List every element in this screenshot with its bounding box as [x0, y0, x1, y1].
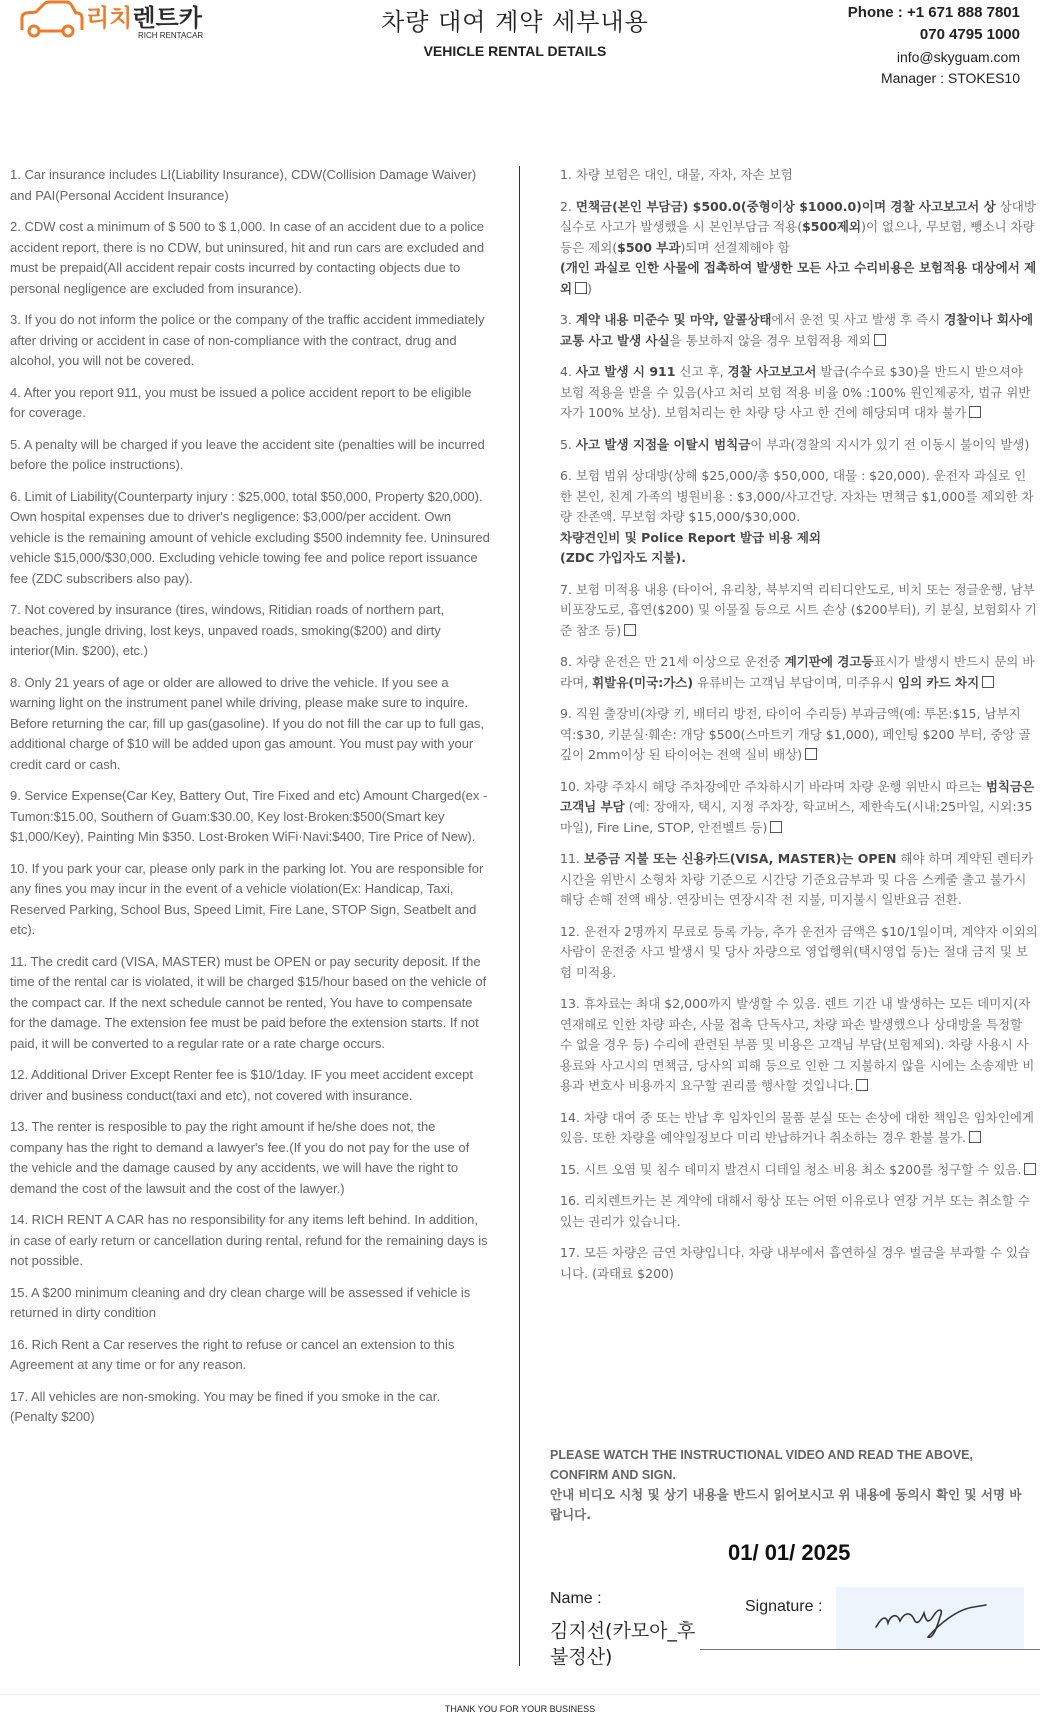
title-korean: 차량 대여 계약 세부내용	[381, 8, 649, 36]
term-en-4: 4. After you report 911, you must be issued a police accident report to be eligible for coverage.	[10, 384, 472, 420]
term-ko-14: 14. 차량 대여 중 또는 반납 후 임차인의 물품 분실 또는 손상에 대한 책임은 임차인에게 있음. 또한 차량을 예약일정보다 미리 반납하거나 취소하는 경우 환불 불가.	[560, 1109, 1034, 1145]
term-en-11: 11. The credit card (VISA, MASTER) must be OPEN or pay security deposit. If the time of the rental car is violated, it will be charged $15/hour based on the vehicle of the compact car. If the next schedule cannot be rented, You have to compensate for the damage. The extension fee must be paid before the extension starts. If not paid, it will be converted to a regular rate or a rate charge occurs.	[10, 953, 487, 1051]
signature-line	[700, 1649, 1040, 1650]
confirmation-notice	[550, 1445, 1030, 1525]
title-english: VEHICLE RENTAL DETAILS	[423, 43, 607, 59]
terms-korean	[560, 165, 1038, 1295]
term-ko-2: 2. 면책금(본인 부담금) $500.0(중형이상 $1000.0)이며 경찰 사고보고서 상 상대방 실수로 사고가 발생했을 시 본인부담금 적용($500제외)이 없으나, 무보험, 뺑소니 차량 등은 제외($500 부과)되며 선결제해야 함 (개인 과실로 인한 사물에 접촉하여 발생한 모든 사고 수리비용은 보험적용 대상에서 제외 )	[560, 198, 1037, 296]
checkbox-term-9[interactable]	[805, 748, 817, 760]
name-value: 김지선(카모아_후불정산)	[550, 1620, 696, 1668]
term-en-9: 9. Service Expense(Car Key, Battery Out, Tire Fixed and etc) Amount Charged(ex -Tumon:$15.00, Southern of Guam:$30.00, Key lost·Broken:$500(Smart key $1,000/Key), Painting Min $350. Lost·Broken WiFi·Navi:$400, Tire Price of New).	[10, 788, 488, 844]
term-ko-5: 5. 사고 발생 지점을 이탈시 범칙금이 부과(경찰의 지시가 있기 전 이동시 불이익 발생)	[560, 436, 1030, 452]
email-address: info@skyguam.com	[896, 49, 1020, 65]
checkbox-term-14[interactable]	[969, 1131, 981, 1143]
column-divider	[519, 166, 520, 1666]
notice-korean: 안내 비디오 시청 및 상기 내용을 반드시 읽어보시고 위 내용에 동의시 확인 및 서명 바랍니다.	[550, 1487, 1022, 1522]
logo-text-dark: 렌트카	[132, 4, 202, 32]
footer-divider	[0, 1694, 1040, 1695]
term-ko-11: 11. 보증금 지불 또는 신용카드(VISA, MASTER)는 OPEN 해야 하며 계약된 렌터카 시간을 위반시 소형차 차량 기준으로 시간당 기준요금부과 및 다음 스케줄 출고 불가시 해당 손해 전액 배상. 연장비는 연장시작 전 지불, 미지불시 일반요금 전환.	[560, 851, 1034, 907]
term-en-7: 7. Not covered by insurance (tires, windows, Ritidian roads of northern part, beaches, jungle driving, lost keys, unpaved roads, smoking($200) and dirty interior(Min. $200), etc.)	[10, 602, 445, 658]
term-ko-12: 12. 운전자 2명까지 무료로 등록 가능, 추가 운전자 금액은 $10/1일이며, 계약자 이외의 사람이 운전중 사고 발생시 및 당사 차량으로 영업행위(택시영업 등)는 절대 금지 및 보험 미적용.	[560, 923, 1038, 980]
term-en-14: 14. RICH RENT A CAR has no responsibility for any items left behind. In addition, in case of early return or cancellation during rental, refund for the remaining days is not possible.	[10, 1212, 488, 1268]
term-ko-9: 9. 직원 출장비(차량 키, 배터리 방전, 타이어 수리등) 부과금액(예: 투몬:$15, 남부지역:$30, 키분실·훼손: 개당 $500(스마트키 개당 $1,000), 페인팅 $200 부터, 중앙 골 깊이 2mm이상 된 타이어는 전액 실비 배상)	[560, 706, 1031, 762]
name-label: Name :	[550, 1590, 602, 1607]
manager-name: Manager : STOKES10	[880, 70, 1020, 86]
phone-primary: Phone : +1 671 888 7801	[847, 4, 1020, 21]
term-en-15: 15. A $200 minimum cleaning and dry clean charge will be assessed if vehicle is returned in dirty condition	[10, 1284, 471, 1320]
checkbox-term-15[interactable]	[1024, 1163, 1036, 1175]
checkbox-term-7[interactable]	[624, 624, 636, 636]
checkbox-term-10[interactable]	[770, 821, 782, 833]
term-ko-1: 1. 차량 보험은 대인, 대물, 자차, 자손 보험	[560, 167, 793, 182]
term-ko-6: 6. 보험 범위 상대방(상해 $25,000/총 $50,000, 대물 : $20,000). 운전자 과실로 인한 본인, 친계 가족의 병원비용 : $3,000/사고건당. 자차는 면책금 $1,000를 제외한 차량 잔존액. 무보험 차량 $15,000/$30,000. 차량견인비 및 Police Report 발급 비용 제외 (ZDC 가입자도 지불).	[560, 468, 1034, 565]
footer-thanks: THANK YOU FOR YOUR BUSINESS	[444, 1704, 596, 1714]
term-ko-7: 7. 보험 미적용 내용 (타이어, 유리창, 북부지역 리티디안도로, 비치 또는 정글운행, 남부 비포장도로, 흡연($200) 및 이물질 등으로 시트 손상 ($200부터), 키 분실, 보험회사 기준 참조 등)	[560, 581, 1037, 638]
term-ko-13: 13. 휴차료는 최대 $2,000까지 발생할 수 있음. 렌트 기간 내 발생하는 모든 데미지(자연재해로 인한 차량 파손, 사물 접촉 단독사고, 차량 파손 발생했으나 상대방을 특정할 수 없을 경우 등) 수리에 관련된 부품 및 비용은 고객님 부담(보험제외). 차량 사용시 사용료와 사고시의 면책금, 당사의 피해 등으로 인한 그 지불하지 않을 시에는 소송제반 비용과 변호사 비용까지 요구할 권리를 행사할 것입니다.	[560, 996, 1035, 1093]
notice-english: PLEASE WATCH THE INSTRUCTIONAL VIDEO AND READ THE ABOVE, CONFIRM AND SIGN.	[550, 1448, 973, 1482]
term-en-6: 6. Limit of Liability(Counterparty injury : $25,000, total $50,000, Property $20,000). Own hospital expenses due to driver's negligence: $3,000/per accident. Own vehicle is the remaining amount of vehicle excluding $500 indemnity fee. Uninsured vehicle $15,000/$30,000. Excluding vehicle towing fee and police report issuance fee (ZDC subscribers also pay).	[10, 488, 490, 586]
signature-drawing	[836, 1587, 1024, 1649]
term-en-10: 10. If you park your car, please only park in the parking lot. You are responsible for any fines you may incur in the event of a vehicle violation(Ex: Handicap, Taxi, Reserved Parking, School Bus, Speed Limit, Fire Lane, STOP Sign, Seatbelt and etc).	[10, 860, 484, 937]
term-en-17: 17. All vehicles are non-smoking. You may be fined if you smoke in the car. (Penalty $200)	[10, 1388, 440, 1424]
phone-secondary: 070 4795 1000	[919, 26, 1020, 43]
terms-english	[10, 165, 490, 1439]
checkbox-term-8[interactable]	[982, 676, 994, 688]
term-ko-4: 4. 사고 발생 시 911 신고 후, 경찰 사고보고서 발급(수수료 $30)을 반드시 받으셔야 보험 적용을 받을 수 있음(사고 처리 보험 적용 비율 0% :100% 원인제공자, 법규 위반자가 100% 보상). 보험처리는 한 차량 당 사고 한 건에 해당되며 대차 불가	[560, 364, 1031, 420]
term-en-8: 8. Only 21 years of age or older are allowed to drive the vehicle. If you see a warning light on the instrument panel while driving, please make sure to inquire. Before returning the car, fill up gas(gasoline). If you do not fill the car up to full gas, additional charge of $10 will be added upon gas amount. You must pay with your credit card or cash.	[10, 674, 485, 772]
term-en-3: 3. If you do not inform the police or the company of the traffic accident immediately after driving or accident in case of non-compliance with the contract, drug and alcohol, you will not be covered.	[10, 312, 485, 368]
checkbox-term-4[interactable]	[969, 406, 981, 418]
signature-label: Signature :	[745, 1598, 823, 1615]
term-en-1: 1. Car insurance includes LI(Liability Insurance), CDW(Collision Damage Waiver) and PAI(Personal Accident Insurance)	[10, 167, 477, 203]
logo-text-orange: 리치	[86, 4, 133, 32]
contact-info	[848, 2, 1020, 88]
term-en-13: 13. The renter is resposible to pay the right amount if he/she does not, the company has the right to demand a lawyer's fee.(If you do not pay for the use of the vehicle and the damage caused by any accidents, we will have the right to demand the cost of the lawsuit and the cost of the lawyer.)	[10, 1119, 470, 1196]
term-ko-17: 17. 모든 차량은 금연 차량입니다. 차량 내부에서 흡연하실 경우 벌금을 부과할 수 있습니다. (과태료 $200)	[560, 1245, 1031, 1281]
signature-box[interactable]	[836, 1587, 1024, 1649]
term-en-12: 12. Additional Driver Except Renter fee is $10/1day. IF you meet accident except driver and business conduct(taxi and etc), not covered with insurance.	[10, 1067, 473, 1103]
term-en-16: 16. Rich Rent a Car reserves the right to refuse or cancel an extension to this Agreement at any time or for any reason.	[10, 1336, 455, 1372]
term-ko-8: 8. 차량 운전은 만 21세 이상으로 운전중 계기판에 경고등표시가 발생시 반드시 문의 바라며, 휘발유(미국:가스) 유류비는 고객님 부담이며, 미주유시 임의 카드 차지	[560, 654, 1035, 690]
contract-date: 01/ 01/ 2025	[728, 1540, 851, 1565]
logo-subtext: RICH RENTACAR	[138, 31, 204, 40]
term-ko-16: 16. 리치렌트카는 본 계약에 대해서 항상 또는 어떤 이유로나 연장 거부 또는 취소할 수 있는 권리가 있습니다.	[560, 1193, 1031, 1229]
company-logo	[18, 0, 228, 42]
term-ko-3: 3. 계약 내용 미준수 및 마약, 알콜상태에서 운전 및 사고 발생 후 즉시 경찰이나 회사에 교통 사고 발생 사실을 통보하지 않을 경우 보험적용 제외	[560, 312, 1034, 348]
term-ko-15: 15. 시트 오염 및 침수 데미지 발견시 디테일 청소 비용 최소 $200를 청구할 수 있음.	[560, 1160, 1038, 1181]
checkbox-term-3[interactable]	[874, 334, 886, 346]
term-en-5: 5. A penalty will be charged if you leave the accident site (penalties will be incurred before the police instructions).	[10, 436, 485, 472]
checkbox-term-2[interactable]	[575, 282, 587, 294]
checkbox-term-13[interactable]	[856, 1079, 868, 1091]
term-ko-10: 10. 차량 주차시 해당 주차장에만 주차하시기 바라며 차량 운행 위반시 따르는 범칙금은 고객님 부담 (예: 장애자, 택시, 지정 주차장, 학교버스, 제한속도(시내:25마일, 시외:35마일), Fire Line, STOP, 안전벨트 등)	[560, 778, 1035, 835]
title-block	[330, 0, 700, 59]
term-en-2: 2. CDW cost a minimum of $ 500 to $ 1,000. In case of an accident due to a police accident report, there is no CDW, but uninsured, hit and run cars are excluded and must be prepaid(All accident repair costs incurred by contacting objects due to personal negligence are excluded from insurance).	[10, 219, 485, 296]
svg-text:리치렌트카	[86, 4, 203, 32]
